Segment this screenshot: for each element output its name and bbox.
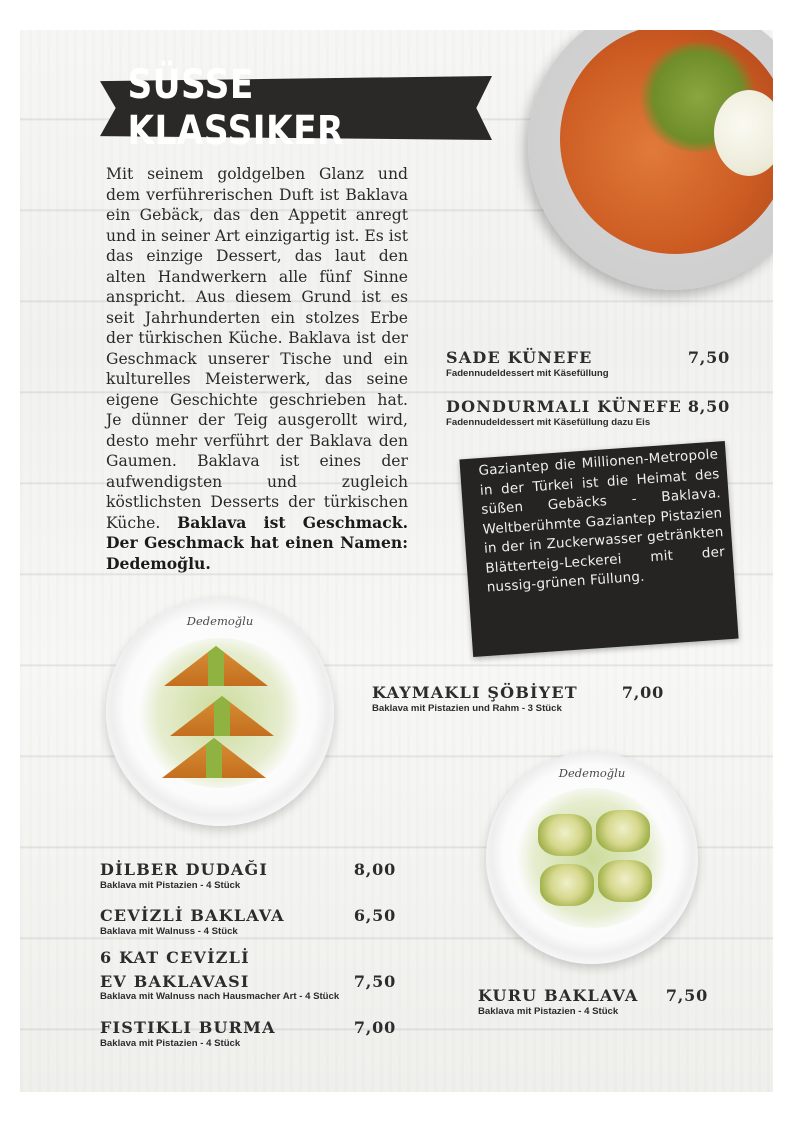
menu-page xyxy=(20,30,773,1092)
kuru-baklava-plate-image xyxy=(486,752,698,964)
intro-text xyxy=(106,164,408,574)
item-name-line1: 6 KAT CEVİZLİ xyxy=(100,948,250,967)
intro-body: Mit seinem goldgelben Glanz und dem verführerischen Duft ist Baklava ein Gebäck, das den Appetit anregt und in seiner Art einzigartig ist. Es ist das einzige Dessert, das laut den alten Handwerkern alle fünf Sinne anspricht. Aus diesem Grund ist es seit Jahrhunderten ein stolzes Erbe der türkischen Küche. Baklava ist der Geschmack unserer Tische und ein kulturelles Meisterwerk, das seine eigene Geschichte geschrieben hat. Je dünner der Teig ausgerollt wird, desto mehr verführt der Baklava den Gaumen. Baklava ist eines der aufwendigsten und zugleich köstlichsten Desserts der türkischen Küche. xyxy=(106,165,409,532)
item-description: Baklava mit Walnuss - 4 Stück xyxy=(100,926,238,937)
item-name: DONDURMALI KÜNEFE xyxy=(446,397,683,416)
item-price: 7,00 xyxy=(353,1018,396,1037)
item-price: 7,00 xyxy=(621,683,664,702)
info-chalkboard-text: Gaziantep die Millionen-Metropole in der Türkei ist die Heimat des süßen Gebäcks - Baklava. Weltberühmte Gaziantep Pistazien in der in Zuckerwasser getränkten Blätterteig-Leckerei mit der nussig-grünen Füllung. xyxy=(478,446,726,596)
menu-item-dondurmali-kunefe xyxy=(446,397,730,416)
baklava-piece xyxy=(540,864,594,906)
item-name-line2: EV BAKLAVASI xyxy=(100,972,250,991)
item-description: Baklava mit Walnuss nach Hausmacher Art - 4 Stück xyxy=(100,991,340,1002)
item-name: FISTIKLI BURMA xyxy=(100,1018,276,1037)
baklava-piece xyxy=(598,860,652,902)
kunefe-dish-image xyxy=(528,30,773,290)
menu-item-dilber-dudagi xyxy=(100,860,396,879)
item-price: 6,50 xyxy=(353,906,396,925)
item-price: 7,50 xyxy=(353,972,396,991)
plate-brand-logo: Dedemoğlu xyxy=(186,614,254,628)
menu-item-kaymakli-sobiyet xyxy=(372,683,664,702)
baklava-piece xyxy=(538,814,592,856)
item-name: SADE KÜNEFE xyxy=(446,348,593,367)
item-description: Baklava mit Pistazien - 4 Stück xyxy=(100,1038,241,1049)
dilber-dudagi-plate-image xyxy=(106,598,334,826)
item-price: 8,00 xyxy=(353,860,396,879)
page-title: SÜSSE KLASSIKER xyxy=(127,62,344,154)
item-description: Fadennudeldessert mit Käsefüllung xyxy=(446,368,609,379)
item-description: Baklava mit Pistazien - 4 Stück xyxy=(100,880,241,891)
item-price: 8,50 xyxy=(687,397,730,416)
menu-item-fistikli-burma xyxy=(100,1018,396,1037)
intro-bold-tagline: Baklava ist Geschmack. Der Geschmack hat einen Namen: Dedemoğlu. xyxy=(106,512,408,573)
item-name: CEVİZLİ BAKLAVA xyxy=(100,906,285,925)
item-name: KAYMAKLI ŞÖBİYET xyxy=(372,683,578,702)
item-description: Baklava mit Pistazien und Rahm - 3 Stück xyxy=(372,703,562,714)
item-description: Baklava mit Pistazien - 4 Stück xyxy=(478,1006,619,1017)
menu-item-sade-kunefe xyxy=(446,348,730,367)
baklava-piece xyxy=(596,810,650,852)
item-price: 7,50 xyxy=(687,348,730,367)
menu-item-cevizli-baklava xyxy=(100,906,396,925)
pistachio-sprinkle xyxy=(514,788,670,928)
item-price: 7,50 xyxy=(665,986,708,1005)
menu-item-kuru-baklava xyxy=(478,986,708,1005)
menu-item-6-kat-cevizli-ev-baklavasi xyxy=(100,972,396,991)
item-name: DİLBER DUDAĞI xyxy=(100,860,269,879)
item-name: KURU BAKLAVA xyxy=(478,986,639,1005)
item-description: Fadennudeldessert mit Käsefüllung dazu Eis xyxy=(446,417,651,428)
plate-brand-logo: Dedemoğlu xyxy=(558,766,626,780)
